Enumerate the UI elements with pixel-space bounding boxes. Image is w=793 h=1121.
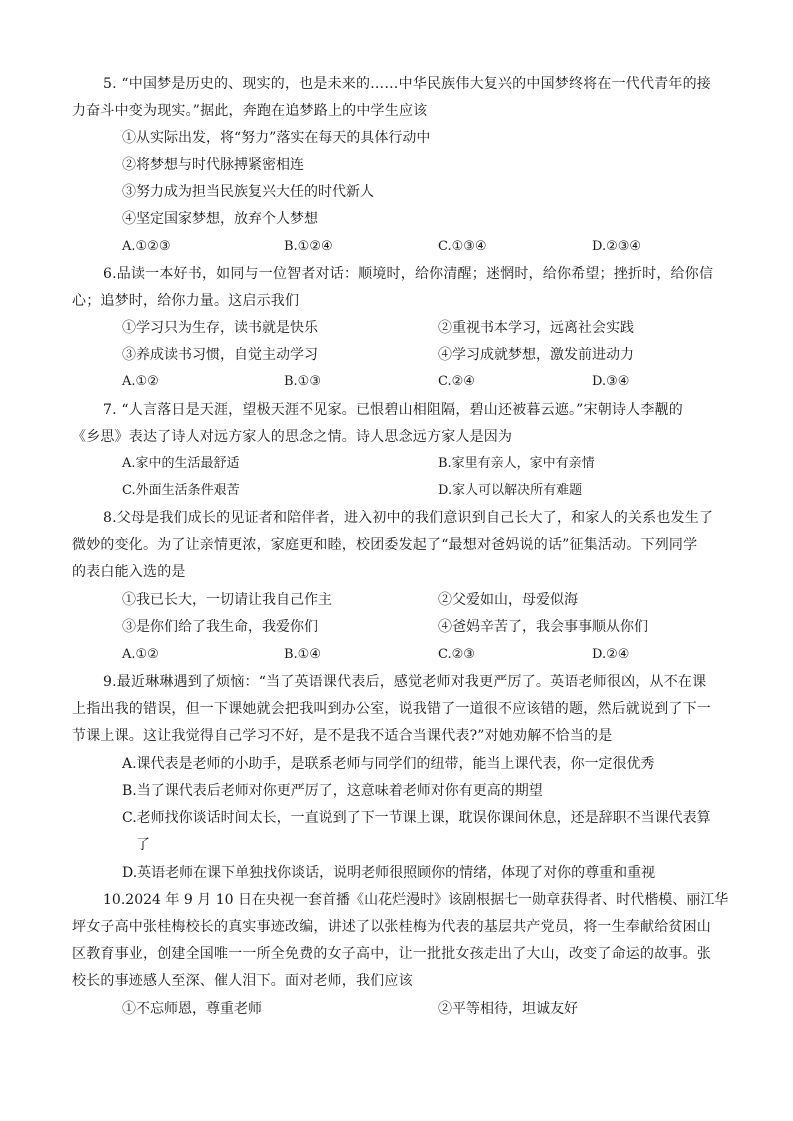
q5-choice-d: D.②③④	[592, 239, 642, 254]
q6-choice-d: D.③④	[592, 374, 630, 389]
q6-choice-a: A.①②	[122, 374, 159, 389]
q8-stem-line-1: 8.父母是我们成长的见证者和陪伴者，进入初中的我们意识到自己长大了，和家人的关系也发生了	[103, 510, 714, 526]
q8-item-3: ③是你们给了我生命，我爱你们	[122, 619, 318, 635]
q7-choice-a: A.家中的生活最舒适	[122, 456, 240, 471]
q8-choice-c: C.②③	[438, 647, 475, 662]
q6-item-1: ①学习只为生存，读书就是快乐	[122, 320, 318, 336]
q5-stem-line-2: 力奋斗中变为现实。”据此，奔跑在追梦路上的中学生应该	[72, 103, 428, 119]
q5-item-4: ④坚定国家梦想，放弃个人梦想	[122, 211, 318, 227]
q9-choice-c-line-1: C.老师找你谈话时间太长，一直说到了下一节课上课，耽误你课间休息，还是辞职不当课代表算	[122, 810, 711, 826]
q10-stem-line-1: 10.2024 年 9 月 10 日在央视一套首播《山花烂漫时》该剧根据七一勋章获得者、时代楷模、丽江华	[103, 892, 729, 908]
q10-item-2: ②平等相待，坦诚友好	[438, 1001, 578, 1017]
q8-item-2: ②父爱如山，母爱似海	[438, 592, 578, 608]
q9-choice-d: D.英语老师在课下单独找你谈话，说明老师很照顾你的情绪，体现了对你的尊重和重视	[122, 865, 656, 881]
q10-item-1: ①不忘师恩，尊重老师	[122, 1001, 262, 1017]
q7-choice-b: B.家里有亲人，家中有亲情	[438, 456, 595, 471]
q7-choice-d: D.家人可以解决所有难题	[438, 483, 583, 498]
q8-item-1: ①我已长大，一切请让我自己作主	[122, 592, 332, 608]
q10-stem-line-2: 坪女子高中张桂梅校长的真实事迹改编，讲述了以张桂梅为代表的基层共产党员，将一生奉献给贫困山	[72, 919, 711, 935]
q5-choice-b: B.①②④	[284, 239, 333, 254]
q6-item-2: ②重视书本学习，远离社会实践	[438, 320, 634, 336]
q8-stem-line-3: 的表白能入选的是	[72, 564, 186, 580]
q9-stem-line-2: 上指出我的错误，但一下课她就会把我叫到办公室，说我错了一道很不应该错的题，然后就说到了下一	[72, 701, 711, 717]
q8-stem-line-2: 微妙的变化。为了让亲情更浓，家庭更和睦，校团委发起了“最想对爸妈说的话”征集活动。下列同学	[72, 537, 698, 553]
q5-choice-a: A.①②③	[122, 239, 171, 254]
q5-item-2: ②将梦想与时代脉搏紧密相连	[122, 157, 304, 173]
q7-choice-c: C.外面生活条件艰苦	[122, 483, 240, 498]
q5-item-1: ①从实际出发，将“努力”落实在每天的具体行动中	[122, 130, 431, 146]
q7-stem-line-2: 《乡思》表达了诗人对远方家人的思念之情。诗人思念远方家人是因为	[72, 429, 513, 445]
q8-choice-a: A.①②	[122, 647, 159, 662]
q6-stem-line-2: 心；追梦时，给你力量。这启示我们	[72, 293, 300, 309]
q8-choice-b: B.①④	[284, 647, 321, 662]
q5-choice-c: C.①③④	[438, 239, 487, 254]
q9-choice-c-line-2: 了	[136, 837, 150, 853]
q6-item-4: ④学习成就梦想，激发前进动力	[438, 347, 634, 363]
q9-choice-a: A.课代表是老师的小助手，是联系老师与同学们的纽带，能当上课代表，你一定很优秀	[122, 756, 655, 772]
q8-choice-d: D.②④	[592, 647, 630, 662]
q6-item-3: ③养成读书习惯，自觉主动学习	[122, 347, 318, 363]
q9-stem-line-3: 节课上课。这让我觉得自己学习不好，是不是我不适合当课代表?”对她劝解不恰当的是	[72, 728, 613, 744]
q9-stem-line-1: 9.最近琳琳遇到了烦恼：“当了英语课代表后，感觉老师对我更严厉了。英语老师很凶，从不在课	[103, 674, 707, 690]
q9-choice-b: B.当了课代表后老师对你更严厉了，这意味着老师对你有更高的期望	[122, 783, 543, 799]
q10-stem-line-3: 区教育事业，创建全国唯一一所全免费的女子高中，让一批批女孩走出了大山，改变了命运的故事。张	[72, 946, 711, 962]
q8-item-4: ④爸妈辛苦了，我会事事顺从你们	[438, 619, 648, 635]
q10-stem-line-4: 校长的事迹感人至深、催人泪下。面对老师，我们应该	[72, 973, 413, 989]
q6-stem-line-1: 6.品读一本好书，如同与一位智者对话：顺境时，给你清醒；迷惘时，给你希望；挫折时，给你信	[103, 266, 714, 282]
q5-item-3: ③努力成为担当民族复兴大任的时代新人	[122, 184, 374, 200]
q5-stem-line-1: 5. “中国梦是历史的、现实的，也是未来的……中华民族伟大复兴的中国梦终将在一代代青年的接	[103, 76, 711, 92]
q6-choice-b: B.①③	[284, 374, 321, 389]
q6-choice-c: C.②④	[438, 374, 475, 389]
q7-stem-line-1: 7. “人言落日是天涯，望极天涯不见家。已恨碧山相阻隔，碧山还被暮云遮。”宋朝诗人李觏的	[103, 402, 683, 418]
